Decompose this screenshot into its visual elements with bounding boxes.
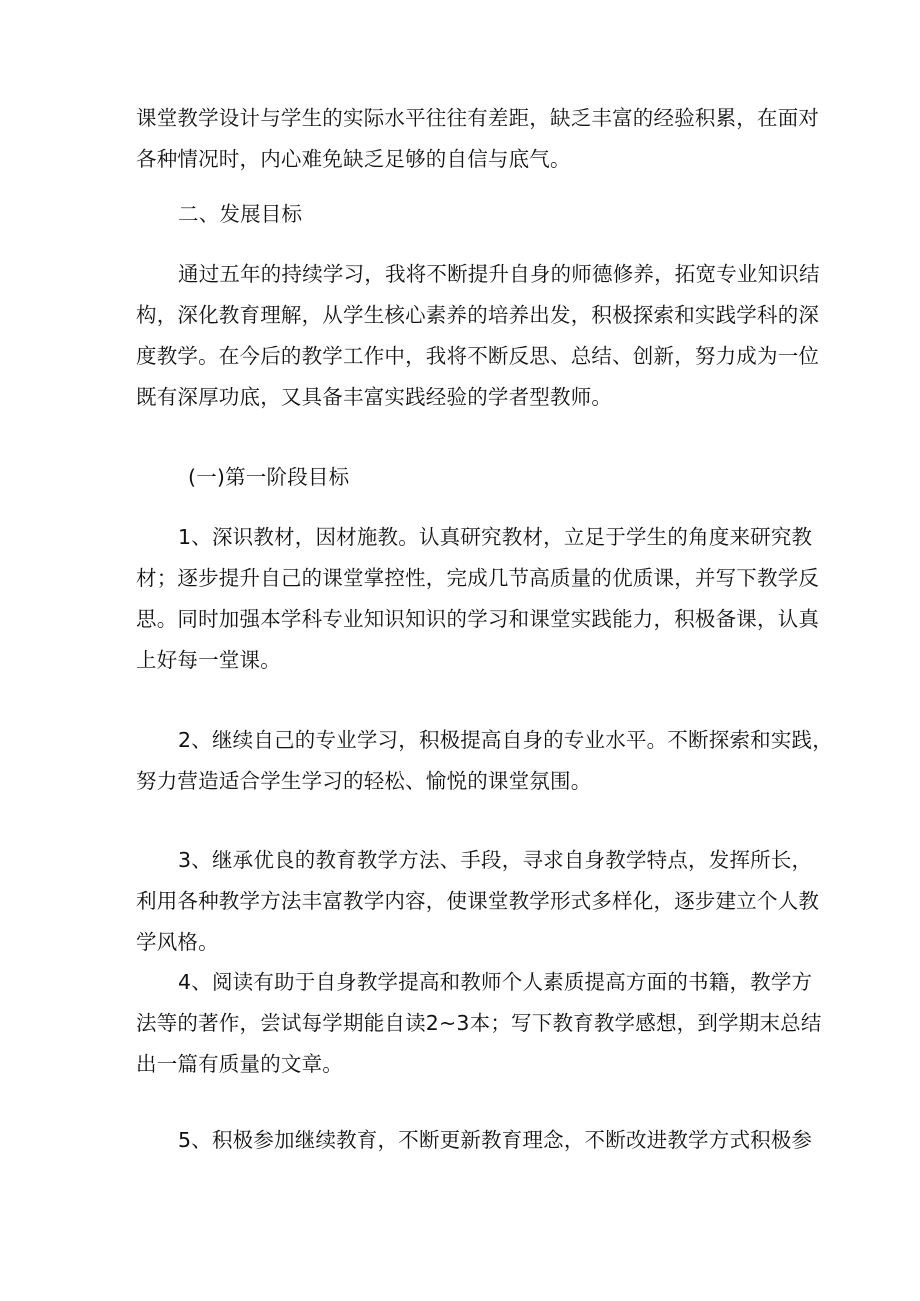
paragraph-line: 学风格。 (136, 930, 219, 954)
list-item-5 (136, 1120, 813, 1161)
subsection-heading-stage-one (136, 457, 804, 498)
paragraph-line: 5、积极参加继续教育，不断更新教育理念，不断改进教学方式积极参 (178, 1128, 813, 1152)
list-item-2 (136, 720, 833, 802)
paragraph-line: 思。同时加强本学科专业知识知识的学习和课堂实践能力，积极备课，认真 (136, 607, 820, 631)
paragraph-line: 出一篇有质量的文章。 (136, 1052, 343, 1076)
paragraph-line: 课堂教学设计与学生的实际水平往往有差距，缺乏丰富的经验积累，在面对 (136, 106, 820, 130)
paragraph-line: 4、阅读有助于自身教学提高和教师个人素质提高方面的书籍，教学方 (178, 970, 813, 994)
paragraph-line: 利用各种教学方法丰富教学内容，使课堂教学形式多样化，逐步建立个人教 (136, 889, 820, 913)
paragraph-line: 1、深识教材，因材施教。认真研究教材，立足于学生的角度来研究教 (178, 525, 813, 549)
heading-text: 二、发展目标 (178, 202, 303, 226)
paragraph-line: 2、继续自己的专业学习，积极提高自身的专业水平。不断探索和实践， (178, 728, 833, 752)
list-item-3 (136, 840, 820, 963)
paragraph-line: 法等的著作，尝试每学期能自读2~3本；写下教育教学感想，到学期末总结 (136, 1011, 822, 1035)
paragraph-line: 既有深厚功底，又具备丰富实践经验的学者型教师。 (136, 385, 613, 409)
paragraph-line: 材；逐步提升自己的课堂掌控性，完成几节高质量的优质课，并写下教学反 (136, 566, 820, 590)
paragraph-line: 3、继承优良的教育教学方法、手段，寻求自身教学特点，发挥所长， (178, 848, 813, 872)
section-heading-development-goals (136, 194, 804, 235)
paragraph-line: 上好每一堂课。 (136, 648, 281, 672)
heading-text: (一)第一阶段目标 (188, 465, 350, 489)
paragraph-line: 各种情况时，内心难免缺乏足够的自信与底气。 (136, 147, 571, 171)
paragraph-line: 通过五年的持续学习，我将不断提升自身的师德修养，拓宽专业知识结 (178, 262, 820, 286)
paragraph-line: 努力营造适合学生学习的轻松、愉悦的课堂氛围。 (136, 769, 592, 793)
list-item-1 (136, 517, 820, 681)
paragraph-continuation (136, 98, 820, 180)
paragraph-line: 构，深化教育理解，从学生核心素养的培养出发，积极探索和实践学科的深 (136, 303, 820, 327)
list-item-4 (136, 962, 822, 1085)
paragraph-line: 度教学。在今后的教学工作中，我将不断反思、总结、创新，努力成为一位 (136, 344, 820, 368)
paragraph-goals-intro (136, 254, 820, 418)
